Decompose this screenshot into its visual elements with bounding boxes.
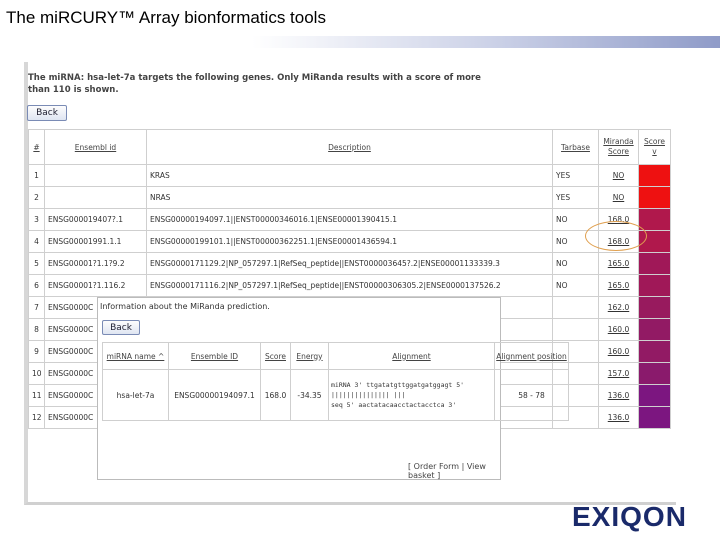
table-row [29, 209, 671, 231]
ensembl-id-link[interactable]: ENSG0000C [45, 363, 147, 385]
score-color-cell [639, 187, 671, 209]
row-number: 1 [29, 165, 45, 187]
tarbase-value: YES [553, 187, 599, 209]
tarbase-value: NO [553, 209, 599, 231]
logo-text: EXIQON [572, 501, 687, 532]
alignment-mirna-line: miRNA 3' ttgatatgttggatgatggagt 5' [331, 381, 465, 389]
results-header-row [29, 130, 671, 165]
row-number: 4 [29, 231, 45, 253]
tarbase-value: NO [553, 231, 599, 253]
ensembl-id-link[interactable]: ENSG0000C [45, 407, 147, 429]
ensembl-id-link[interactable]: ENSG0000C [45, 385, 147, 407]
score-color-cell [639, 319, 671, 341]
description: KRAS [147, 165, 553, 187]
score-color-cell [639, 363, 671, 385]
ensembl-id-link[interactable]: ENSG0000C [45, 341, 147, 363]
popup-col-score[interactable]: Score [261, 343, 291, 370]
description: ENSG00000199101.1||ENST00000362251.1|ENSE00001436594.1 [147, 231, 553, 253]
description: ENSG0000171116.2|NP_057297.1|RefSeq_peptide||ENST00000306305.2|ENSE0000137526.2 [147, 275, 553, 297]
score-color-cell [639, 407, 671, 429]
miranda-score[interactable]: 157.0 [599, 363, 639, 385]
popup-title: Information about the MiRanda prediction. [100, 302, 270, 311]
ensembl-id-link[interactable]: ENSG0000C [45, 297, 147, 319]
row-number: 3 [29, 209, 45, 231]
col-header-num[interactable]: # [29, 130, 45, 165]
col-header-score[interactable]: Score v [639, 130, 671, 165]
popup-header-row [103, 343, 569, 370]
score-color-cell [639, 297, 671, 319]
table-row [29, 165, 671, 187]
score-color-cell [639, 341, 671, 363]
popup-ensembl: ENSG00000194097.1 [169, 370, 261, 421]
table-row [29, 253, 671, 275]
miranda-score[interactable]: 165.0 [599, 253, 639, 275]
popup-col-energy[interactable]: Energy [291, 343, 329, 370]
score-color-cell [639, 209, 671, 231]
popup-col-alignment[interactable]: Alignment [329, 343, 495, 370]
score-color-cell [639, 253, 671, 275]
row-number: 6 [29, 275, 45, 297]
row-number: 7 [29, 297, 45, 319]
row-number: 9 [29, 341, 45, 363]
tarbase-value: NO [553, 253, 599, 275]
ensembl-id-link[interactable]: ENSG00001991.1.1 [45, 231, 147, 253]
popup-position: 58 - 78 [495, 370, 569, 421]
row-number: 8 [29, 319, 45, 341]
tarbase-value [553, 319, 599, 341]
miranda-score[interactable]: NO [599, 187, 639, 209]
title-divider [0, 36, 720, 48]
highlight-circle [585, 221, 647, 251]
miranda-score[interactable]: 136.0 [599, 385, 639, 407]
row-number: 2 [29, 187, 45, 209]
popup-data-row [103, 370, 569, 421]
description: NRAS [147, 187, 553, 209]
intro-text: The miRNA: hsa-let-7a targets the following genes. Only MiRanda results with a score of more than 110 is shown. [28, 73, 481, 95]
table-row [29, 275, 671, 297]
description: ENSG0000171129.2|NP_057297.1|RefSeq_peptide||ENST000003645?.2|ENSE00001133339.3 [147, 253, 553, 275]
row-number: 11 [29, 385, 45, 407]
slide-title: The miRCURY™ Array bionformatics tools [6, 8, 326, 27]
tarbase-value [553, 297, 599, 319]
tarbase-value: YES [553, 165, 599, 187]
miranda-score[interactable]: 168.0 [599, 209, 639, 231]
miranda-score[interactable]: 168.0 [599, 231, 639, 253]
miranda-score[interactable]: 160.0 [599, 341, 639, 363]
miranda-score[interactable]: 165.0 [599, 275, 639, 297]
exiqon-logo [572, 498, 712, 536]
description: ENSG00000194097.1||ENST00000346016.1|ENSE00001390415.1 [147, 209, 553, 231]
popup-alignment [329, 370, 495, 421]
popup-table [102, 342, 569, 421]
miranda-score[interactable]: 160.0 [599, 319, 639, 341]
col-header-tarbase[interactable]: Tarbase [553, 130, 599, 165]
popup-col-position[interactable]: Alignment position [495, 343, 569, 370]
score-color-cell [639, 165, 671, 187]
popup-energy: -34.35 [291, 370, 329, 421]
popup-score: 168.0 [261, 370, 291, 421]
col-header-miranda-score[interactable]: Miranda Score [599, 130, 639, 165]
row-number: 12 [29, 407, 45, 429]
row-number: 10 [29, 363, 45, 385]
score-color-cell [639, 385, 671, 407]
table-row [29, 187, 671, 209]
row-number: 5 [29, 253, 45, 275]
ensembl-id-link[interactable]: ENSG00001?1.116.2 [45, 275, 147, 297]
ensembl-id-link[interactable] [45, 187, 147, 209]
ensembl-id-link[interactable] [45, 165, 147, 187]
exiqon-logo-graphic [572, 498, 712, 532]
ensembl-id-link[interactable]: ENSG00001?1.1?9.2 [45, 253, 147, 275]
score-color-cell [639, 275, 671, 297]
col-header-description[interactable]: Description [147, 130, 553, 165]
popup-col-ensembl[interactable]: Ensemble ID [169, 343, 261, 370]
popup-col-mirna[interactable]: miRNA name ^ [103, 343, 169, 370]
miranda-prediction-popup [97, 297, 567, 480]
ensembl-id-link[interactable]: ENSG000019407?.1 [45, 209, 147, 231]
popup-mirna: hsa-let-7a [103, 370, 169, 421]
col-header-ensembl[interactable]: Ensembl id [45, 130, 147, 165]
order-basket-links[interactable]: [ Order Form | View basket ] [408, 462, 486, 480]
tarbase-value: NO [553, 275, 599, 297]
miranda-score[interactable]: 162.0 [599, 297, 639, 319]
miranda-score[interactable]: NO [599, 165, 639, 187]
back-button[interactable]: Back [27, 105, 67, 121]
popup-back-button[interactable]: Back [102, 320, 140, 335]
alignment-match-line: ||||||||||||||| ||| [331, 391, 406, 399]
ensembl-id-link[interactable]: ENSG0000C [45, 319, 147, 341]
alignment-seq-line: seq 5' aactatacaacctactacctca 3' [331, 401, 457, 409]
miranda-score[interactable]: 136.0 [599, 407, 639, 429]
table-row [29, 231, 671, 253]
